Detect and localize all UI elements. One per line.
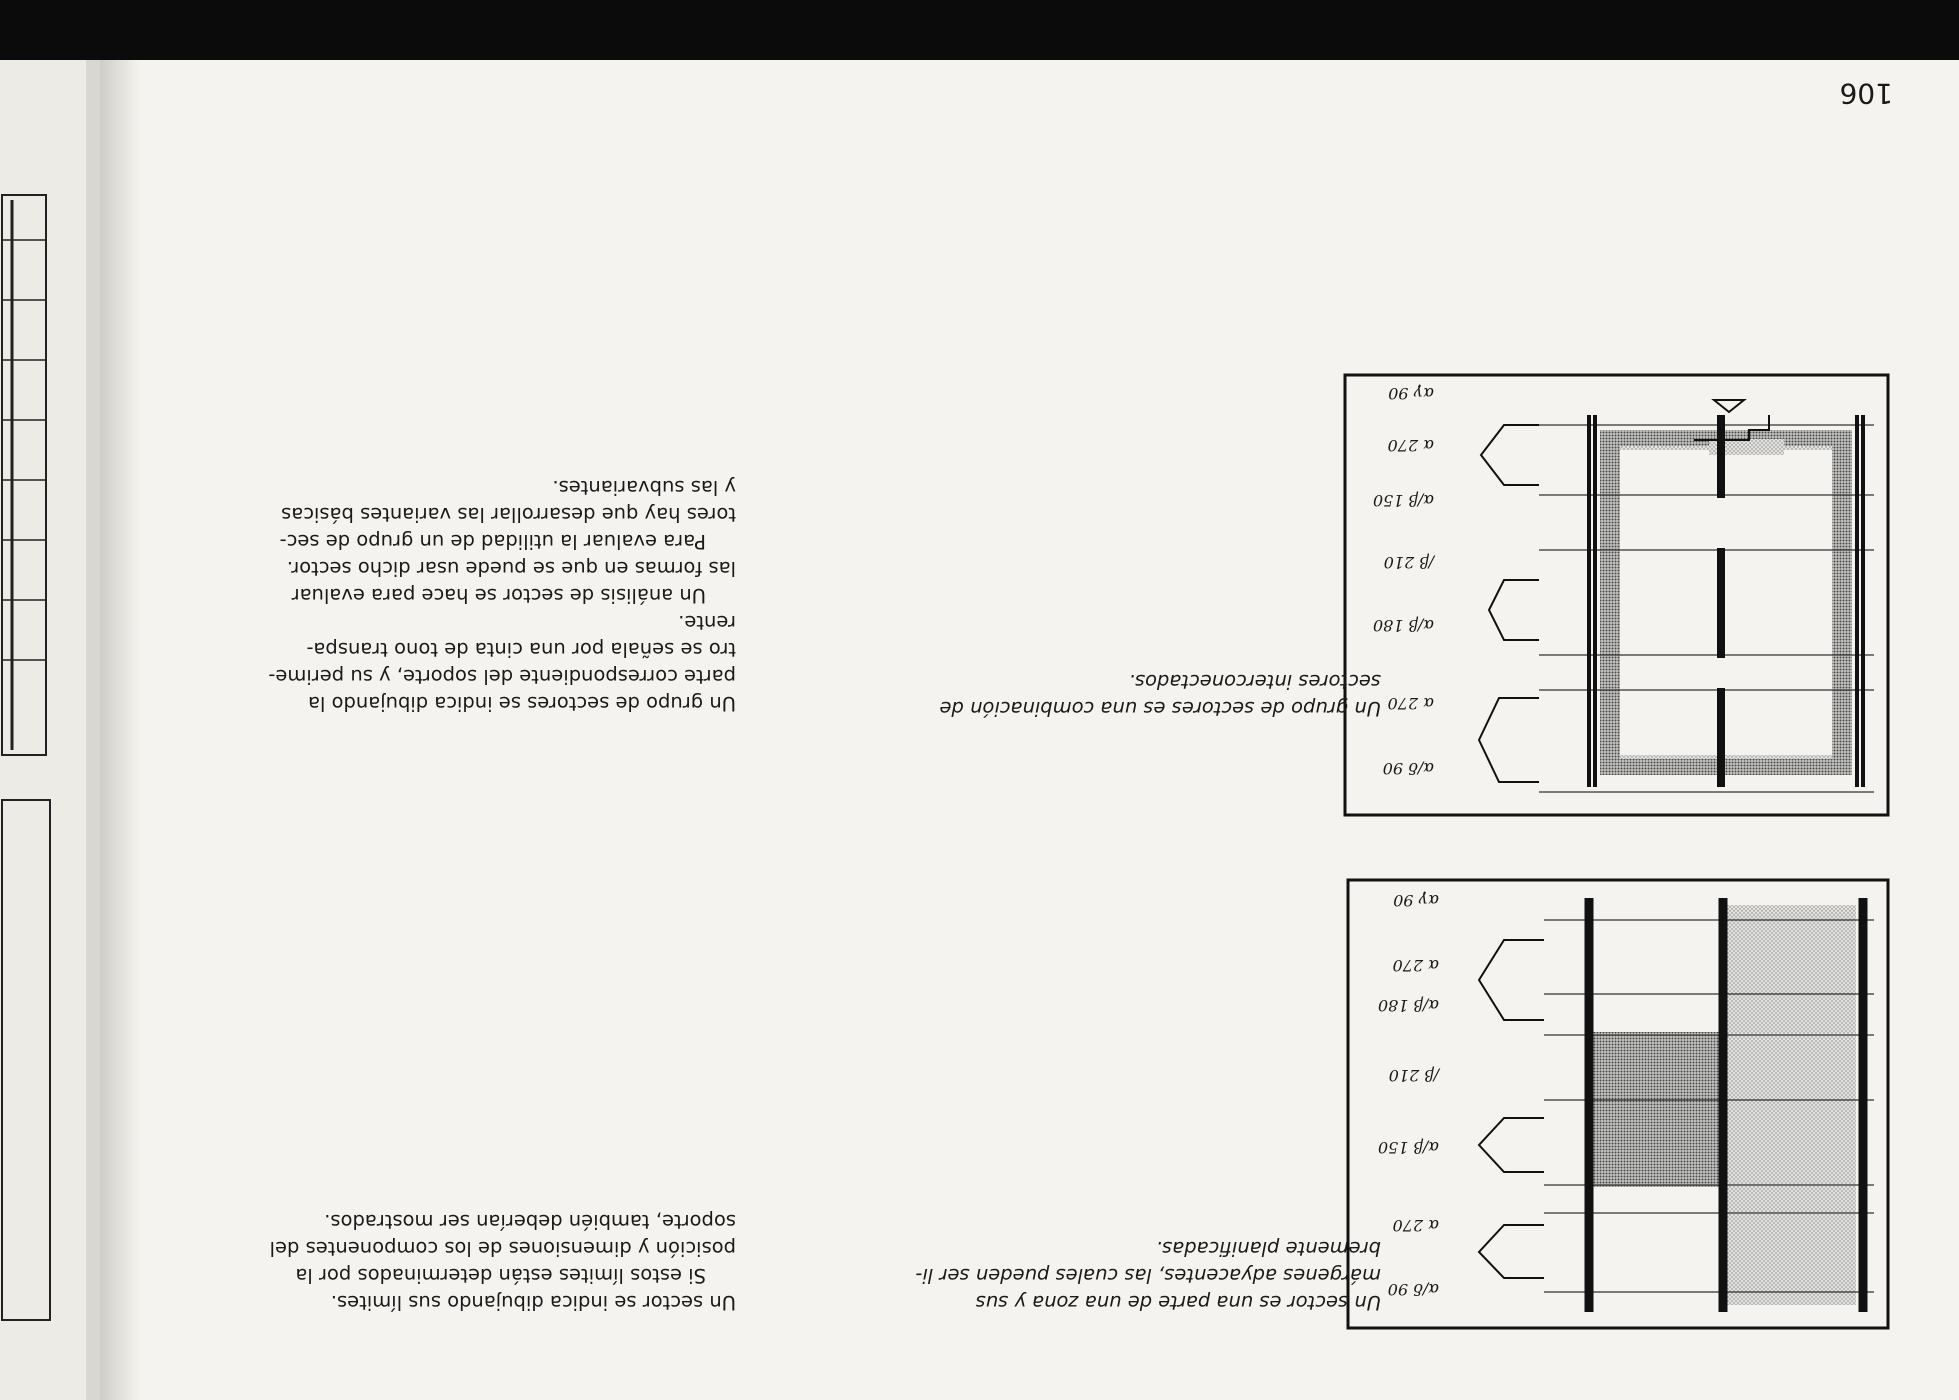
figure-label: α 270	[1392, 956, 1439, 975]
paragraph-line: Para evaluar la utilidad de un grupo de sec-	[279, 530, 706, 553]
paragraph-sector-group	[176, 474, 736, 717]
caption-sector	[915, 1235, 1381, 1316]
caption-line: márgenes adyacentes, las cuales pueden ser li-	[915, 1264, 1381, 1287]
tone-zone-light	[1726, 905, 1856, 1305]
paragraph-line: Si estos límites están determinados por la	[295, 1264, 706, 1287]
paragraph-line: tores hay que desarrollar las variantes básicas	[281, 503, 736, 526]
caption-line: bremente planificadas.	[1155, 1237, 1381, 1260]
paragraph-line: Un análisis de sector se hace para evaluar	[291, 584, 706, 607]
paragraph-line: rente.	[678, 611, 736, 634]
figure-label: αγ 90	[1388, 384, 1434, 403]
paragraph-line: posición y dimensiones de los componentes del	[269, 1237, 736, 1260]
figure-label: α/δ 90	[1387, 1280, 1439, 1299]
figure-label: α 270	[1387, 694, 1434, 713]
caption-line: sectores interconectados.	[1128, 670, 1381, 693]
figure-label: α/β 180	[1377, 996, 1439, 1015]
paragraph-line: Un grupo de sectores se indica dibujando la	[308, 692, 736, 715]
figure-label: αγ 90	[1393, 891, 1439, 910]
figure-sector-group	[1345, 375, 1888, 815]
tone-zone-dark	[1590, 1032, 1723, 1187]
paragraph-line: Un sector se indica dibujando sus límites.	[330, 1291, 736, 1314]
paragraph-line: parte correspondiente del soporte, y su perime-	[268, 665, 736, 688]
figure-label: /β 210	[1388, 1066, 1439, 1085]
page-number: 106	[1839, 77, 1893, 110]
paragraph-line: y las subvariantes.	[552, 476, 736, 499]
figure-label: α/β 150	[1372, 491, 1434, 510]
caption-line: Un grupo de sectores es una combinación de	[939, 697, 1381, 720]
paragraph-sector-limits	[176, 1208, 736, 1316]
caption-line: Un sector es una parte de una zona y sus	[975, 1291, 1381, 1314]
paragraph-line: las formas en que se puede usar dicho sector.	[286, 557, 736, 580]
figure-label: α 270	[1387, 436, 1434, 455]
figure-label: α/β 180	[1372, 616, 1434, 635]
figure-label: α/δ 90	[1382, 759, 1434, 778]
paragraph-line: soporte, también deberían ser mostrados.	[324, 1210, 736, 1233]
caption-sector-group	[940, 668, 1381, 722]
figure-label: α 270	[1392, 1216, 1439, 1235]
figure-label: /β 210	[1383, 553, 1434, 572]
figure-label: α/β 150	[1377, 1138, 1439, 1157]
figure-sector	[1348, 880, 1888, 1328]
paragraph-line: tro se señala por una cinta de tono transpa-	[306, 638, 736, 661]
